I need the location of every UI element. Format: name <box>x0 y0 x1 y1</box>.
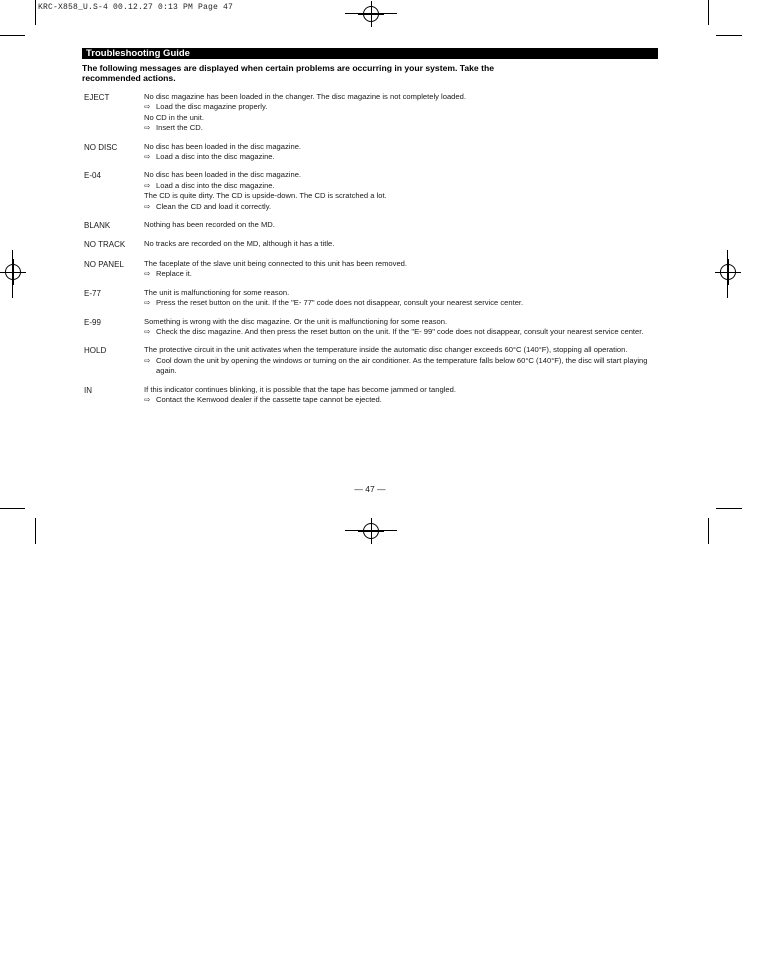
cause-text: The protective circuit in the unit activates when the temperature inside the automatic disc changer exceeds 60°C (140°F), stopping all operation. <box>144 345 628 355</box>
section-title: Troubleshooting Guide <box>82 48 658 59</box>
cause-text: No disc magazine has been loaded in the changer. The disc magazine is not completely loaded. <box>144 92 466 101</box>
cause-text: Nothing has been recorded on the MD. <box>144 220 275 230</box>
action-text <box>144 269 660 279</box>
troubleshooting-entry <box>84 259 660 280</box>
troubleshooting-entry <box>84 385 660 406</box>
arrow-right-icon: ⇨ <box>144 102 151 112</box>
message-description <box>144 317 660 338</box>
arrow-right-icon: ⇨ <box>144 355 151 365</box>
message-description <box>144 142 660 163</box>
message-description <box>144 170 660 212</box>
message-description <box>144 345 660 376</box>
action-text <box>144 395 660 405</box>
registration-mark-bottom-icon <box>363 523 379 539</box>
crop-mark-bottom-right-v <box>708 518 709 544</box>
action-label: Cool down the unit by opening the windows or turning on the air conditioner. As the temperature falls below 60°C (140°F), the disc will start playing again. <box>156 355 648 376</box>
message-description <box>144 259 660 280</box>
cause-text: No tracks are recorded on the MD, although it has a title. <box>144 239 335 249</box>
crop-mark-top-left-v <box>35 0 36 25</box>
arrow-right-icon: ⇨ <box>144 152 151 162</box>
cause-text: The CD is quite dirty. The CD is upside-down. The CD is scratched a lot. <box>144 191 387 201</box>
registration-mark-right-icon <box>720 264 736 280</box>
page-number: — 47 — <box>354 484 386 494</box>
crop-mark-top-right-h <box>716 35 742 36</box>
troubleshooting-entry <box>84 220 660 231</box>
cause-text: Something is wrong with the disc magazine. Or the unit is malfunctioning for some reason. <box>144 316 448 326</box>
message-code: IN <box>84 385 92 395</box>
message-code: EJECT <box>84 93 110 102</box>
troubleshooting-entry <box>84 345 660 376</box>
cause-text: If this indicator continues blinking, it is possible that the tape has become jammed or tangled. <box>144 384 456 394</box>
action-text <box>144 298 660 308</box>
troubleshooting-entry <box>84 142 660 163</box>
action-text <box>144 123 660 133</box>
troubleshooting-entry <box>84 92 660 134</box>
arrow-right-icon: ⇨ <box>144 201 151 211</box>
message-description <box>144 385 660 406</box>
arrow-right-icon: ⇨ <box>144 298 151 308</box>
action-label: Check the disc magazine. And then press the reset button on the unit. If the "E- 99" code does not disappear, consult your nearest service center. <box>156 326 644 336</box>
registration-line-left <box>12 250 13 298</box>
cause-text: The faceplate of the slave unit being connected to this unit has been removed. <box>144 258 408 268</box>
crop-mark-bottom-left-h <box>0 508 25 509</box>
action-label: Contact the Kenwood dealer if the cassette tape cannot be ejected. <box>156 394 382 404</box>
crop-mark-top-right-v <box>708 0 709 25</box>
message-description <box>144 92 660 134</box>
troubleshooting-entry <box>84 288 660 309</box>
action-label: Load a disc into the disc magazine. <box>156 180 275 190</box>
cause-text: The unit is malfunctioning for some reason. <box>144 287 290 297</box>
action-text <box>144 152 660 162</box>
message-code: NO DISC <box>84 142 118 152</box>
cause-text: No disc has been loaded in the disc magazine. <box>144 141 302 151</box>
message-code: E-04 <box>84 171 101 181</box>
intro-line-1: The following messages are displayed when certain problems are occurring in your system. Take the <box>82 63 494 73</box>
troubleshooting-entry <box>84 239 660 250</box>
action-text <box>144 181 660 191</box>
message-code: BLANK <box>84 221 111 231</box>
registration-mark-top-icon <box>363 6 379 22</box>
registration-line-bottom <box>345 530 397 531</box>
intro-line-2: recommended actions. <box>82 73 176 83</box>
message-description <box>144 288 660 309</box>
arrow-right-icon: ⇨ <box>144 123 151 133</box>
message-code: HOLD <box>84 346 107 356</box>
message-code: NO PANEL <box>84 259 124 269</box>
action-label: Load a disc into the disc magazine. <box>156 152 275 162</box>
arrow-right-icon: ⇨ <box>144 326 151 336</box>
action-text <box>144 327 660 337</box>
crop-mark-bottom-right-h <box>716 508 742 509</box>
cause-text: No CD in the unit. <box>144 112 204 122</box>
action-label: Clean the CD and load it correctly. <box>156 201 272 211</box>
message-code: E-77 <box>84 288 101 298</box>
action-text <box>144 102 660 112</box>
action-label: Press the reset button on the unit. If the "E- 77" code does not disappear, consult your nearest service center. <box>156 298 524 308</box>
arrow-right-icon: ⇨ <box>144 180 151 190</box>
action-text <box>144 356 660 377</box>
troubleshooting-list <box>84 92 660 413</box>
intro-text <box>82 63 658 83</box>
message-code: NO TRACK <box>84 240 126 250</box>
action-label: Insert the CD. <box>156 123 203 133</box>
cause-text: No disc has been loaded in the disc magazine. <box>144 170 302 180</box>
action-label: Replace it. <box>156 269 192 279</box>
crop-mark-bottom-left-v <box>35 518 36 544</box>
action-text <box>144 202 660 212</box>
registration-line-top <box>345 13 397 14</box>
arrow-right-icon: ⇨ <box>144 269 151 279</box>
arrow-right-icon: ⇨ <box>144 394 151 404</box>
print-header: KRC-X858_U.S-4 00.12.27 0:13 PM Page 47 <box>38 3 234 12</box>
registration-mark-left-icon <box>5 264 21 280</box>
message-code: E-99 <box>84 317 101 327</box>
action-label: Load the disc magazine properly. <box>156 102 268 112</box>
troubleshooting-entry <box>84 317 660 338</box>
troubleshooting-entry <box>84 170 660 212</box>
registration-line-right <box>727 250 728 298</box>
crop-mark-top-left-h <box>0 35 25 36</box>
message-description <box>144 239 660 250</box>
message-description <box>144 220 660 231</box>
